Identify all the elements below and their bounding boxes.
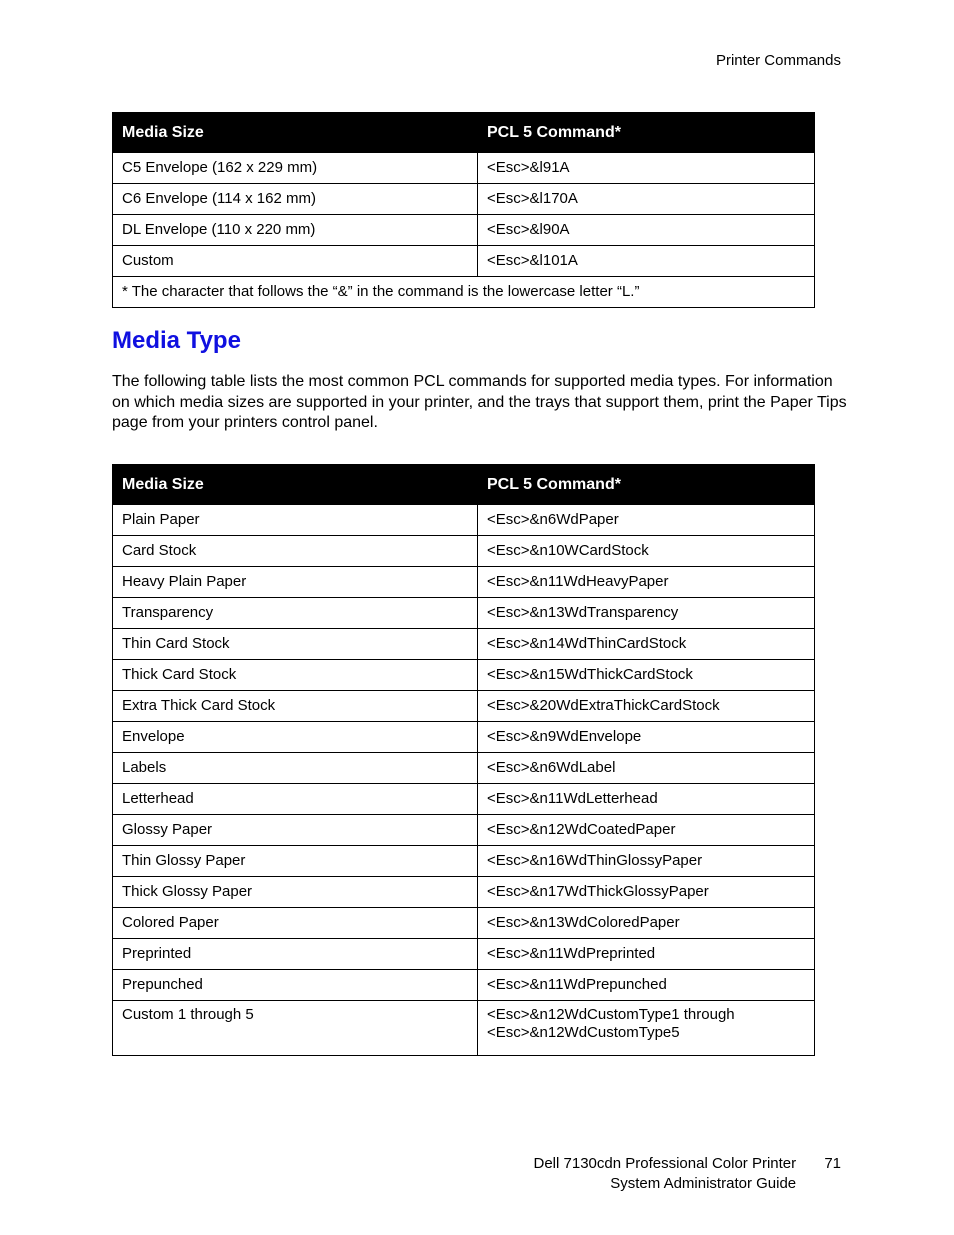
page-footer [534, 1154, 842, 1194]
command-cell: <Esc>&n10WCardStock [478, 536, 815, 567]
media-size-table [112, 112, 815, 308]
media-type-cell: Heavy Plain Paper [113, 567, 478, 598]
table-row [113, 536, 815, 567]
table-row [113, 815, 815, 846]
table-footnote: * The character that follows the “&” in the command is the lowercase letter “L.” [113, 277, 815, 308]
column-header-pcl-command: PCL 5 Command* [478, 113, 815, 153]
page-number: 71 [824, 1155, 841, 1172]
command-cell: <Esc>&n11WdPrepunched [478, 970, 815, 1001]
media-type-cell: Extra Thick Card Stock [113, 691, 478, 722]
table-row [113, 215, 815, 246]
media-type-cell: Colored Paper [113, 908, 478, 939]
table-row [113, 753, 815, 784]
media-type-cell: Preprinted [113, 939, 478, 970]
table-row [113, 184, 815, 215]
command-cell: <Esc>&n15WdThickCardStock [478, 660, 815, 691]
media-type-cell: Thin Glossy Paper [113, 846, 478, 877]
command-cell: <Esc>&n13WdTransparency [478, 598, 815, 629]
media-type-cell: Transparency [113, 598, 478, 629]
media-type-cell: Thick Glossy Paper [113, 877, 478, 908]
table-row [113, 908, 815, 939]
media-type-cell: Envelope [113, 722, 478, 753]
media-type-cell: Custom 1 through 5 [113, 1001, 478, 1056]
media-size-cell: C6 Envelope (114 x 162 mm) [113, 184, 478, 215]
table-header-row [113, 113, 815, 153]
column-header-media-size: Media Size [113, 465, 478, 505]
table-row [113, 722, 815, 753]
media-type-cell: Plain Paper [113, 505, 478, 536]
media-type-table [112, 464, 815, 1056]
table-row [113, 846, 815, 877]
table-header-row [113, 465, 815, 505]
media-size-cell: C5 Envelope (162 x 229 mm) [113, 153, 478, 184]
footer-guide: System Administrator Guide [610, 1175, 797, 1192]
command-line: <Esc>&n12WdCustomType5 [487, 1024, 680, 1041]
column-header-media-size: Media Size [113, 113, 478, 153]
command-cell: <Esc>&n12WdCoatedPaper [478, 815, 815, 846]
command-cell: <Esc>&n14WdThinCardStock [478, 629, 815, 660]
media-type-cell: Letterhead [113, 784, 478, 815]
command-line: <Esc>&n12WdCustomType1 through [487, 1006, 735, 1023]
intro-paragraph: The following table lists the most common PCL commands for supported media types. For information on which media sizes are supported in your printer, and the trays that support them, print the Paper Tips page from your printers control panel. [112, 373, 847, 431]
media-size-cell: Custom [113, 246, 478, 277]
media-type-cell: Card Stock [113, 536, 478, 567]
table-row [113, 1001, 815, 1056]
table-row [113, 784, 815, 815]
table-row [113, 153, 815, 184]
command-cell: <Esc>&l101A [478, 246, 815, 277]
column-header-pcl-command: PCL 5 Command* [478, 465, 815, 505]
command-cell: <Esc>&l170A [478, 184, 815, 215]
table-row [113, 505, 815, 536]
command-cell: <Esc>&n17WdThickGlossyPaper [478, 877, 815, 908]
command-cell: <Esc>&l91A [478, 153, 815, 184]
running-head: Printer Commands [715, 52, 841, 69]
footer-product: Dell 7130cdn Professional Color Printer [533, 1155, 797, 1172]
footer-title [534, 1154, 797, 1194]
media-type-cell: Prepunched [113, 970, 478, 1001]
command-cell: <Esc>&20WdExtraThickCardStock [478, 691, 815, 722]
table-row [113, 970, 815, 1001]
table-row [113, 877, 815, 908]
table-row [113, 598, 815, 629]
command-cell: <Esc>&n9WdEnvelope [478, 722, 815, 753]
command-cell [478, 1001, 815, 1056]
command-cell: <Esc>&n16WdThinGlossyPaper [478, 846, 815, 877]
command-cell: <Esc>&n13WdColoredPaper [478, 908, 815, 939]
command-cell: <Esc>&n6WdPaper [478, 505, 815, 536]
table-row [113, 629, 815, 660]
command-cell: <Esc>&n11WdLetterhead [478, 784, 815, 815]
table-row [113, 660, 815, 691]
command-cell: <Esc>&l90A [478, 215, 815, 246]
media-type-cell: Labels [113, 753, 478, 784]
media-type-cell: Glossy Paper [113, 815, 478, 846]
command-cell: <Esc>&n11WdHeavyPaper [478, 567, 815, 598]
media-type-cell: Thick Card Stock [113, 660, 478, 691]
media-size-cell: DL Envelope (110 x 220 mm) [113, 215, 478, 246]
table-row [113, 567, 815, 598]
table-row [113, 246, 815, 277]
table-row [113, 691, 815, 722]
command-cell: <Esc>&n6WdLabel [478, 753, 815, 784]
media-type-cell: Thin Card Stock [113, 629, 478, 660]
section-title: Media Type [112, 327, 241, 354]
command-cell: <Esc>&n11WdPreprinted [478, 939, 815, 970]
footnote-row [113, 277, 815, 308]
table-row [113, 939, 815, 970]
